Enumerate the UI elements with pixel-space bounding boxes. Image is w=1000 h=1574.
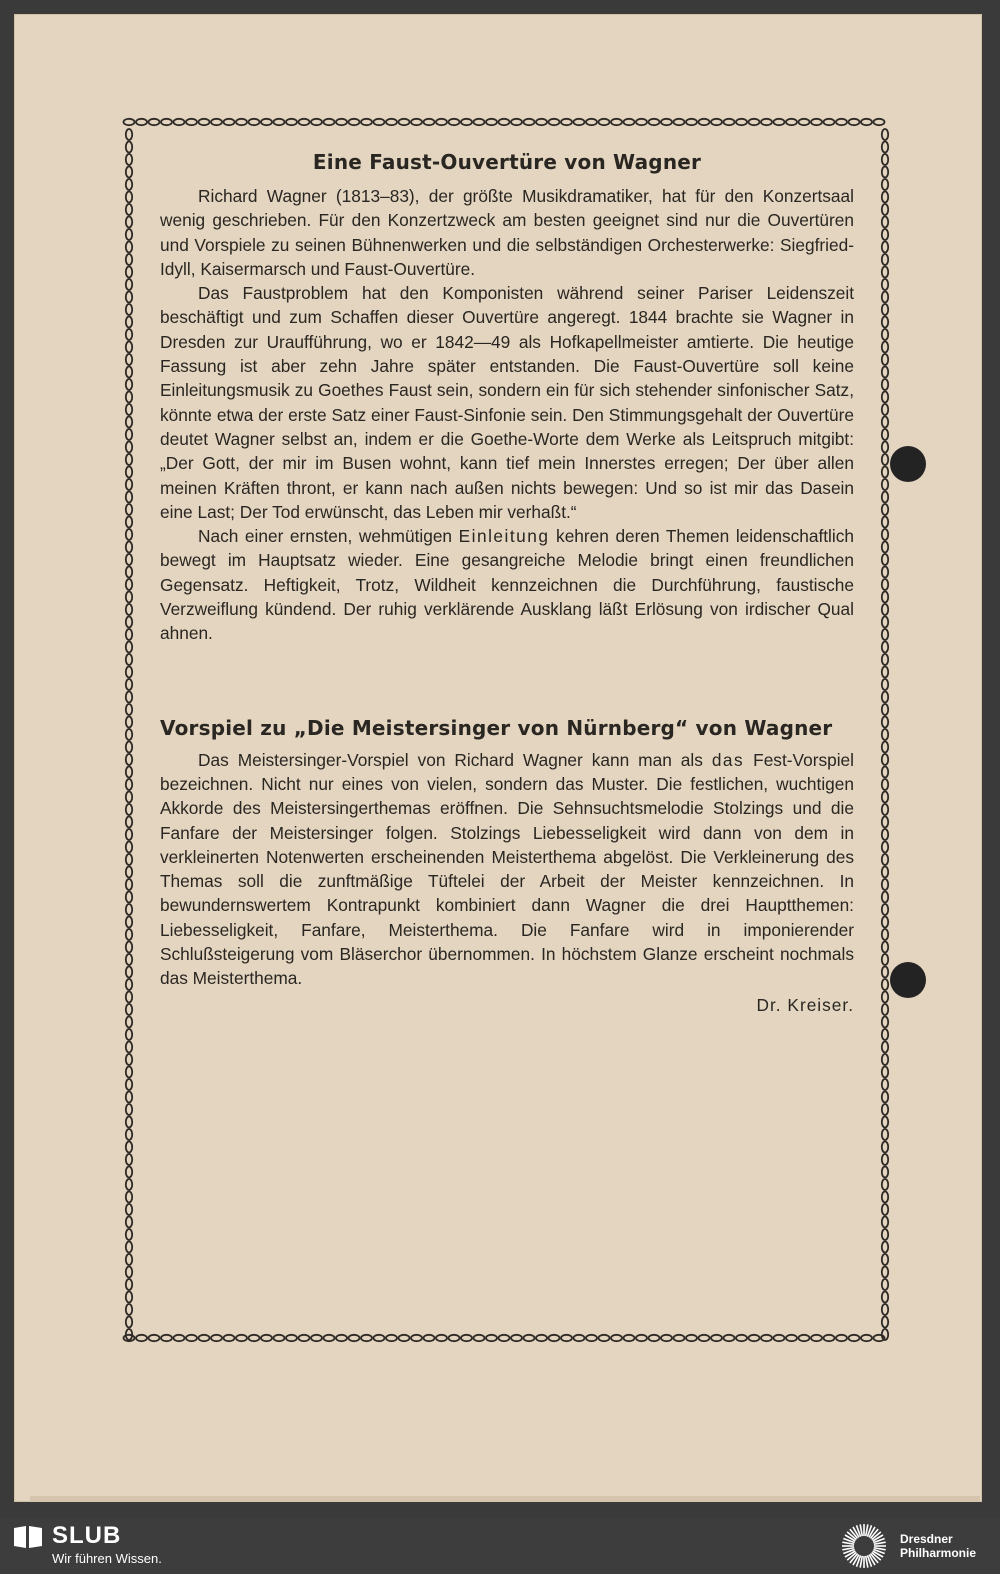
text-run: kehren deren Themen leidenschaftlich bewegt im Hauptsatz wieder. Eine gesangreiche Melodie bringt einen freundlichen Gegensatz. Heftigkeit, Trotz, Wildheit kennzeichnen die Durchführung, faustische Verzweiflung kündend. Der ruhig verklärende Ausklang läßt Erlösung von irdischer Qual ahnen. <box>160 526 854 644</box>
footer-bar <box>0 1518 1000 1574</box>
philharmonie-sunburst-icon <box>838 1522 890 1570</box>
partner-name[interactable] <box>900 1532 976 1560</box>
spaced-text: das <box>711 749 745 770</box>
punch-hole-top <box>890 446 926 482</box>
page-edge <box>30 1496 980 1502</box>
partner-line-2: Philharmonie <box>900 1546 977 1560</box>
paragraph-faust-1: Richard Wagner (1813–83), der größte Musikdramatiker, hat für den Konzertsaal wenig geschrieben. Für den Konzertzweck am besten geeignet sind nur die Ouvertüren und Vorspiele zu seinen Bühnenwerken und die selbständigen Orchesterwerke: Siegfried-Idyll, Kaisermarsch und Faust-Ouvertüre. <box>160 186 854 279</box>
slub-tagline: Wir führen Wissen. <box>52 1551 162 1566</box>
text-run: Fest-Vorspiel bezeichnen. Nicht nur eines von vielen, sondern das Muster. Die festlichen, wuchtigen Akkorde des Meistersingerthemas eröffnen. Die Sehnsuchtsmelodie Stolzings und die Fanfare der Meistersinger folgen. Stolzings Liebesseligkeit wird dann von dem in verkleinerten Notenwerten erscheinenden Meisterthema abgelöst. Die Verkleinerung des Themas soll die zunftmäßige Tüftelei der Arbeit der Meister kennzeichnen. In bewundernswertem Kontrapunkt kombiniert dann Wagner die drei Hauptthemen: Liebesseligkeit, Fanfare, Meisterthema. Die Fanfare wird in imponierender Schlußsteigerung vom Bläserchor übernommen. In höchstem Glanze erscheint nochmals das Meisterthema. <box>160 749 854 989</box>
paragraph-faust-2: Das Faustproblem hat den Komponisten während seiner Pariser Leidenszeit beschäftigt und zum Schaffen dieser Ouvertüre angeregt. 1844 brachte sie Wagner in Dresden zur Uraufführung, wo er 1842—49 als Hofkapellmeister amtierte. Die heutige Fassung ist aber zehn Jahre später entstanden. Die Faust-Ouvertüre soll keine Einleitungsmusik zu Goethes Faust sein, sondern ein für sich stehender sinfonischer Satz, könnte etwa der erste Satz einer Faust-Sinfonie sein. Den Stimmungsgehalt der Ouvertüre deutet Wagner selbst an, indem er die Goethe-Worte dem Werke als Leitspruch mitgibt: „Der Gott, der mir im Busen wohnt, kann tief mein Innerstes erregen; Der über allen meinen Kräften thront, er kann nach außen nichts bewegen: Und so ist mir das Dasein eine Last; Der Tod erwünscht, das Leben mir verhaßt.“ <box>160 283 854 522</box>
text-run: Nach einer ernsten, wehmütigen <box>198 526 459 547</box>
section-title-meistersinger: Vorspiel zu „Die Meistersinger von Nürnberg“ von Wagner <box>160 715 833 740</box>
paragraph-faust-3 <box>160 524 854 645</box>
punch-hole-bottom <box>890 962 926 998</box>
author-signature: Dr. Kreiser. <box>756 994 854 1015</box>
paragraph-meistersinger <box>160 748 854 991</box>
slub-book-icon <box>12 1524 44 1550</box>
document-body <box>160 150 854 1016</box>
text-run: Das Meistersinger-Vorspiel von Richard Wagner kann man als <box>198 749 712 770</box>
spaced-text: Einleitung <box>458 526 550 547</box>
section-title-faust: Eine Faust-Ouvertüre von Wagner <box>312 150 702 174</box>
partner-line-1: Dresdner <box>900 1532 953 1546</box>
slub-brand[interactable]: SLUB <box>52 1522 122 1549</box>
